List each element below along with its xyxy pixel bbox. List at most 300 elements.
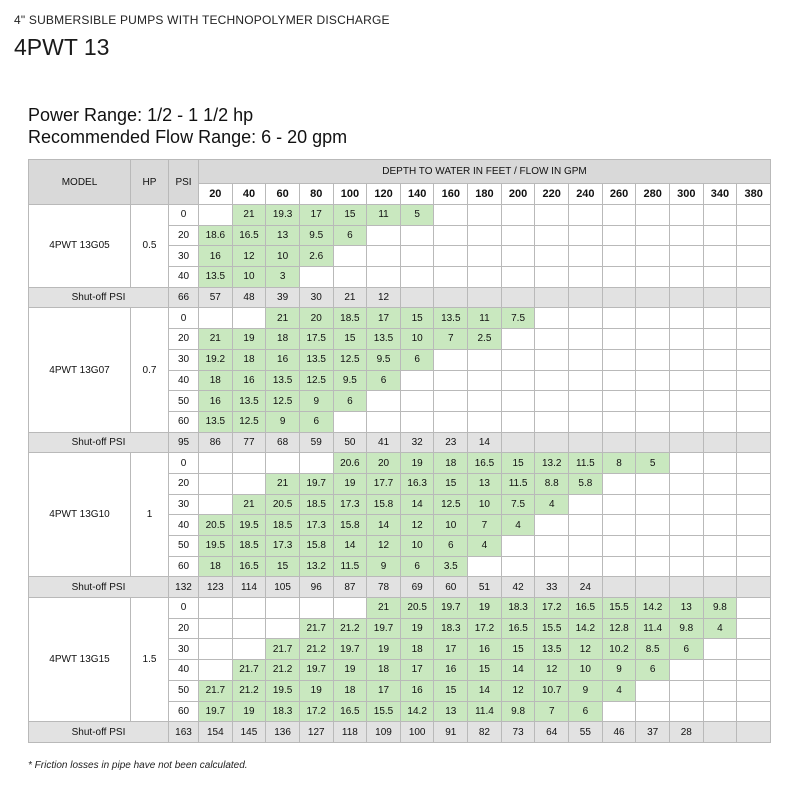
- flow-cell: 16: [199, 391, 233, 412]
- shutoff-value-cell: [703, 577, 737, 598]
- flow-cell: [199, 453, 233, 474]
- flow-cell: 5: [400, 205, 434, 226]
- flow-cell: [468, 411, 502, 432]
- flow-cell: 19: [232, 701, 266, 722]
- flow-cell: [669, 349, 703, 370]
- flow-cell: 10: [434, 515, 468, 536]
- flow-cell: [737, 473, 771, 494]
- flow-cell: 14: [333, 536, 367, 557]
- flow-cell: 15.8: [367, 494, 401, 515]
- flow-cell: 13.2: [535, 453, 569, 474]
- shutoff-value-cell: [636, 577, 670, 598]
- flow-cell: [703, 267, 737, 288]
- psi-cell: 0: [169, 308, 199, 329]
- flow-cell: [703, 473, 737, 494]
- depth-header-cell: 180: [468, 184, 502, 205]
- flow-cell: 11: [468, 308, 502, 329]
- flow-cell: [299, 598, 333, 619]
- flow-cell: [703, 329, 737, 350]
- flow-cell: 12.5: [434, 494, 468, 515]
- flow-cell: 19.7: [299, 473, 333, 494]
- flow-cell: 13.5: [299, 349, 333, 370]
- depth-flow-header: DEPTH TO WATER IN FEET / FLOW IN GPM: [199, 160, 771, 184]
- flow-cell: [703, 639, 737, 660]
- flow-cell: 16: [468, 639, 502, 660]
- flow-cell: 17.3: [299, 515, 333, 536]
- shutoff-value-cell: 28: [669, 722, 703, 743]
- shutoff-value-cell: 109: [367, 722, 401, 743]
- flow-cell: [199, 639, 233, 660]
- flow-cell: [703, 660, 737, 681]
- shutoff-value-cell: 57: [199, 287, 233, 308]
- flow-range: Recommended Flow Range: 6 - 20 gpm: [28, 127, 348, 147]
- flow-cell: 14: [400, 494, 434, 515]
- shutoff-psi-cell: 132: [169, 577, 199, 598]
- flow-cell: 21.7: [199, 680, 233, 701]
- flow-cell: 19.3: [266, 205, 300, 226]
- flow-cell: [434, 267, 468, 288]
- flow-cell: 20.5: [266, 494, 300, 515]
- flow-cell: 13.5: [199, 267, 233, 288]
- flow-cell: 18.3: [501, 598, 535, 619]
- flow-cell: [737, 225, 771, 246]
- flow-cell: [232, 473, 266, 494]
- shutoff-value-cell: 87: [333, 577, 367, 598]
- flow-cell: 6: [367, 370, 401, 391]
- flow-cell: 19.2: [199, 349, 233, 370]
- flow-cell: 8.5: [636, 639, 670, 660]
- shutoff-value-cell: [602, 577, 636, 598]
- flow-cell: 6: [333, 391, 367, 412]
- flow-cell: [266, 618, 300, 639]
- flow-cell: 16.5: [501, 618, 535, 639]
- model-hp: 1: [131, 453, 169, 577]
- flow-cell: 19: [333, 660, 367, 681]
- flow-cell: [468, 225, 502, 246]
- flow-cell: 11.5: [333, 556, 367, 577]
- flow-cell: [636, 370, 670, 391]
- flow-cell: [669, 370, 703, 391]
- depth-header-cell: 40: [232, 184, 266, 205]
- flow-cell: 16: [232, 370, 266, 391]
- flow-cell: [737, 370, 771, 391]
- flow-cell: [737, 536, 771, 557]
- flow-cell: [400, 411, 434, 432]
- flow-cell: [569, 329, 603, 350]
- flow-cell: 19: [468, 598, 502, 619]
- flow-cell: 19: [367, 639, 401, 660]
- flow-cell: 17.7: [367, 473, 401, 494]
- shutoff-value-cell: 23: [434, 432, 468, 453]
- flow-cell: 15: [333, 205, 367, 226]
- flow-cell: [602, 494, 636, 515]
- power-range: Power Range: 1/2 - 1 1/2 hp: [28, 105, 254, 125]
- flow-cell: 10: [232, 267, 266, 288]
- flow-cell: [400, 267, 434, 288]
- psi-cell: 50: [169, 391, 199, 412]
- flow-cell: 16: [434, 660, 468, 681]
- flow-cell: [232, 308, 266, 329]
- flow-cell: [501, 391, 535, 412]
- flow-cell: 15: [333, 329, 367, 350]
- flow-cell: [636, 267, 670, 288]
- flow-cell: [468, 370, 502, 391]
- flow-cell: 10: [266, 246, 300, 267]
- flow-cell: [602, 205, 636, 226]
- psi-cell: 0: [169, 453, 199, 474]
- model-name: 4PWT 13G07: [29, 308, 131, 432]
- flow-cell: 11.5: [501, 473, 535, 494]
- shutoff-value-cell: 32: [400, 432, 434, 453]
- flow-cell: [501, 411, 535, 432]
- flow-cell: 16.5: [232, 556, 266, 577]
- flow-cell: 12.5: [232, 411, 266, 432]
- shutoff-value-cell: 60: [434, 577, 468, 598]
- flow-cell: 18: [434, 453, 468, 474]
- flow-cell: 21: [266, 308, 300, 329]
- flow-cell: 9: [569, 680, 603, 701]
- flow-cell: 12: [501, 680, 535, 701]
- flow-cell: 10.7: [535, 680, 569, 701]
- flow-cell: [737, 660, 771, 681]
- flow-cell: [737, 494, 771, 515]
- flow-cell: 19.7: [367, 618, 401, 639]
- flow-cell: 4: [535, 494, 569, 515]
- table-row: [29, 205, 771, 226]
- flow-cell: [434, 349, 468, 370]
- flow-cell: [535, 308, 569, 329]
- flow-cell: [669, 494, 703, 515]
- flow-cell: 7: [434, 329, 468, 350]
- flow-cell: 19: [299, 680, 333, 701]
- flow-cell: [669, 680, 703, 701]
- flow-cell: 6: [569, 701, 603, 722]
- flow-cell: [199, 618, 233, 639]
- flow-cell: 6: [669, 639, 703, 660]
- psi-cell: 60: [169, 411, 199, 432]
- depth-header-cell: 300: [669, 184, 703, 205]
- flow-cell: 17: [400, 660, 434, 681]
- flow-cell: 12: [232, 246, 266, 267]
- flow-cell: [501, 370, 535, 391]
- shutoff-value-cell: [468, 287, 502, 308]
- shutoff-value-cell: [501, 432, 535, 453]
- flow-cell: 17: [299, 205, 333, 226]
- flow-cell: [737, 515, 771, 536]
- flow-cell: [199, 473, 233, 494]
- flow-cell: [636, 391, 670, 412]
- flow-cell: [535, 411, 569, 432]
- flow-cell: [602, 391, 636, 412]
- flow-cell: 4: [501, 515, 535, 536]
- flow-cell: [468, 391, 502, 412]
- flow-cell: [434, 246, 468, 267]
- flow-cell: [703, 308, 737, 329]
- shutoff-value-cell: [737, 287, 771, 308]
- flow-cell: 21: [199, 329, 233, 350]
- flow-cell: [299, 453, 333, 474]
- flow-cell: 9.5: [367, 349, 401, 370]
- flow-cell: [333, 267, 367, 288]
- flow-cell: [367, 246, 401, 267]
- flow-cell: [703, 515, 737, 536]
- shutoff-value-cell: 24: [569, 577, 603, 598]
- flow-cell: [636, 411, 670, 432]
- flow-cell: 12: [535, 660, 569, 681]
- flow-cell: 17.3: [266, 536, 300, 557]
- model-name: 4PWT 13G10: [29, 453, 131, 577]
- flow-cell: 20.5: [199, 515, 233, 536]
- shutoff-value-cell: 50: [333, 432, 367, 453]
- psi-cell: 50: [169, 536, 199, 557]
- depth-header-cell: 140: [400, 184, 434, 205]
- shutoff-value-cell: 42: [501, 577, 535, 598]
- shutoff-value-cell: 12: [367, 287, 401, 308]
- flow-cell: [737, 701, 771, 722]
- psi-cell: 40: [169, 660, 199, 681]
- depth-header-cell: 340: [703, 184, 737, 205]
- flow-cell: 10: [400, 329, 434, 350]
- flow-cell: 9.5: [333, 370, 367, 391]
- shutoff-value-cell: 64: [535, 722, 569, 743]
- flow-cell: 13.5: [266, 370, 300, 391]
- shutoff-value-cell: [569, 432, 603, 453]
- flow-cell: 12.5: [333, 349, 367, 370]
- flow-cell: 19.7: [299, 660, 333, 681]
- flow-cell: [199, 494, 233, 515]
- flow-cell: 10.2: [602, 639, 636, 660]
- flow-cell: 10: [468, 494, 502, 515]
- flow-cell: 15: [400, 308, 434, 329]
- flow-cell: 15.5: [535, 618, 569, 639]
- flow-cell: [501, 267, 535, 288]
- flow-cell: 19: [333, 473, 367, 494]
- flow-cell: 18.3: [266, 701, 300, 722]
- flow-cell: [367, 267, 401, 288]
- flow-cell: 20: [367, 453, 401, 474]
- flow-cell: 18.3: [434, 618, 468, 639]
- flow-cell: 16.5: [232, 225, 266, 246]
- flow-cell: [669, 225, 703, 246]
- model-hp: 0.7: [131, 308, 169, 432]
- shutoff-value-cell: 30: [299, 287, 333, 308]
- flow-cell: 11.5: [569, 453, 603, 474]
- flow-cell: [602, 411, 636, 432]
- shutoff-value-cell: 59: [299, 432, 333, 453]
- flow-cell: [333, 246, 367, 267]
- flow-cell: [535, 225, 569, 246]
- flow-cell: [669, 329, 703, 350]
- flow-cell: [703, 701, 737, 722]
- flow-cell: 18: [333, 680, 367, 701]
- shutoff-row: [29, 287, 771, 308]
- flow-cell: [333, 598, 367, 619]
- flow-cell: [669, 453, 703, 474]
- flow-cell: 21.2: [333, 618, 367, 639]
- flow-cell: [535, 391, 569, 412]
- flow-cell: [569, 494, 603, 515]
- flow-cell: [737, 618, 771, 639]
- shutoff-value-cell: 41: [367, 432, 401, 453]
- flow-cell: [737, 391, 771, 412]
- flow-cell: [737, 680, 771, 701]
- depth-header-cell: 220: [535, 184, 569, 205]
- footnote: * Friction losses in pipe have not been calculated.: [28, 760, 248, 771]
- flow-cell: 4: [468, 536, 502, 557]
- flow-cell: [636, 515, 670, 536]
- flow-cell: [199, 660, 233, 681]
- column-header-model: MODEL: [29, 160, 131, 205]
- flow-cell: 21.2: [232, 680, 266, 701]
- flow-cell: 17: [367, 680, 401, 701]
- flow-cell: 8.8: [535, 473, 569, 494]
- flow-cell: [535, 329, 569, 350]
- flow-cell: [232, 453, 266, 474]
- flow-cell: [636, 349, 670, 370]
- shutoff-value-cell: 55: [569, 722, 603, 743]
- psi-cell: 30: [169, 639, 199, 660]
- flow-cell: [602, 473, 636, 494]
- flow-cell: [669, 473, 703, 494]
- flow-cell: 4: [703, 618, 737, 639]
- shutoff-value-cell: 123: [199, 577, 233, 598]
- shutoff-value-cell: 114: [232, 577, 266, 598]
- flow-cell: 7.5: [501, 308, 535, 329]
- flow-cell: [569, 391, 603, 412]
- flow-cell: 6: [333, 225, 367, 246]
- flow-cell: [501, 329, 535, 350]
- flow-cell: [703, 536, 737, 557]
- flow-cell: [569, 370, 603, 391]
- flow-cell: 11: [367, 205, 401, 226]
- flow-cell: [400, 225, 434, 246]
- flow-cell: 15.5: [367, 701, 401, 722]
- flow-cell: 18: [367, 660, 401, 681]
- flow-cell: [669, 246, 703, 267]
- flow-cell: [669, 411, 703, 432]
- depth-header-cell: 80: [299, 184, 333, 205]
- flow-cell: [636, 329, 670, 350]
- shutoff-value-cell: 51: [468, 577, 502, 598]
- shutoff-value-cell: [703, 287, 737, 308]
- flow-cell: 12: [367, 536, 401, 557]
- flow-cell: 7: [535, 701, 569, 722]
- flow-cell: [468, 205, 502, 226]
- flow-cell: 2.6: [299, 246, 333, 267]
- flow-cell: 18: [199, 556, 233, 577]
- shutoff-value-cell: [434, 287, 468, 308]
- shutoff-row: [29, 577, 771, 598]
- flow-cell: [737, 267, 771, 288]
- psi-cell: 60: [169, 556, 199, 577]
- flow-cell: 21: [232, 494, 266, 515]
- flow-cell: 18.5: [266, 515, 300, 536]
- flow-cell: [199, 598, 233, 619]
- psi-cell: 40: [169, 267, 199, 288]
- flow-cell: [669, 536, 703, 557]
- shutoff-row: [29, 432, 771, 453]
- shutoff-value-cell: [535, 287, 569, 308]
- flow-cell: [434, 370, 468, 391]
- flow-cell: 10: [400, 536, 434, 557]
- psi-cell: 0: [169, 205, 199, 226]
- flow-cell: 18.5: [232, 536, 266, 557]
- flow-cell: [434, 411, 468, 432]
- flow-cell: [535, 349, 569, 370]
- column-header-psi: PSI: [169, 160, 199, 205]
- flow-cell: [602, 701, 636, 722]
- flow-cell: 13.5: [434, 308, 468, 329]
- shutoff-value-cell: 96: [299, 577, 333, 598]
- flow-cell: [636, 701, 670, 722]
- flow-cell: [703, 494, 737, 515]
- flow-cell: [636, 494, 670, 515]
- flow-cell: [569, 556, 603, 577]
- flow-cell: 21.7: [232, 660, 266, 681]
- flow-cell: 21: [367, 598, 401, 619]
- flow-cell: 12: [400, 515, 434, 536]
- column-header-hp: HP: [131, 160, 169, 205]
- psi-cell: 60: [169, 701, 199, 722]
- flow-cell: 9: [367, 556, 401, 577]
- flow-cell: 17.2: [299, 701, 333, 722]
- shutoff-value-cell: [636, 432, 670, 453]
- flow-cell: [737, 598, 771, 619]
- flow-cell: 16.5: [569, 598, 603, 619]
- flow-cell: [602, 370, 636, 391]
- flow-cell: [737, 639, 771, 660]
- flow-cell: 9.8: [703, 598, 737, 619]
- flow-cell: [232, 598, 266, 619]
- flow-cell: [569, 536, 603, 557]
- flow-cell: 19: [400, 618, 434, 639]
- flow-cell: 15.5: [602, 598, 636, 619]
- flow-cell: 19.7: [333, 639, 367, 660]
- flow-cell: 17.3: [333, 494, 367, 515]
- flow-cell: 19.5: [232, 515, 266, 536]
- flow-cell: [636, 205, 670, 226]
- flow-cell: [737, 453, 771, 474]
- flow-cell: 13.5: [232, 391, 266, 412]
- shutoff-label: Shut-off PSI: [29, 432, 169, 453]
- page-subtitle: 4" SUBMERSIBLE PUMPS WITH TECHNOPOLYMER DISCHARGE: [14, 13, 390, 27]
- flow-cell: 19.5: [266, 680, 300, 701]
- flow-cell: 5: [636, 453, 670, 474]
- flow-cell: [400, 391, 434, 412]
- shutoff-value-cell: [602, 287, 636, 308]
- flow-cell: [737, 349, 771, 370]
- shutoff-value-cell: 154: [199, 722, 233, 743]
- shutoff-value-cell: [602, 432, 636, 453]
- shutoff-value-cell: 68: [266, 432, 300, 453]
- flow-cell: [703, 680, 737, 701]
- flow-cell: [669, 556, 703, 577]
- flow-cell: [669, 205, 703, 226]
- flow-cell: 15: [266, 556, 300, 577]
- flow-cell: 13.2: [299, 556, 333, 577]
- flow-cell: 2.5: [468, 329, 502, 350]
- flow-cell: 16: [199, 246, 233, 267]
- flow-cell: [199, 205, 233, 226]
- table-body: [29, 205, 771, 743]
- flow-cell: 16: [266, 349, 300, 370]
- flow-cell: 13.5: [199, 411, 233, 432]
- flow-cell: [569, 205, 603, 226]
- flow-cell: 14: [468, 680, 502, 701]
- flow-cell: [501, 205, 535, 226]
- flow-cell: 16.5: [333, 701, 367, 722]
- flow-cell: 16: [400, 680, 434, 701]
